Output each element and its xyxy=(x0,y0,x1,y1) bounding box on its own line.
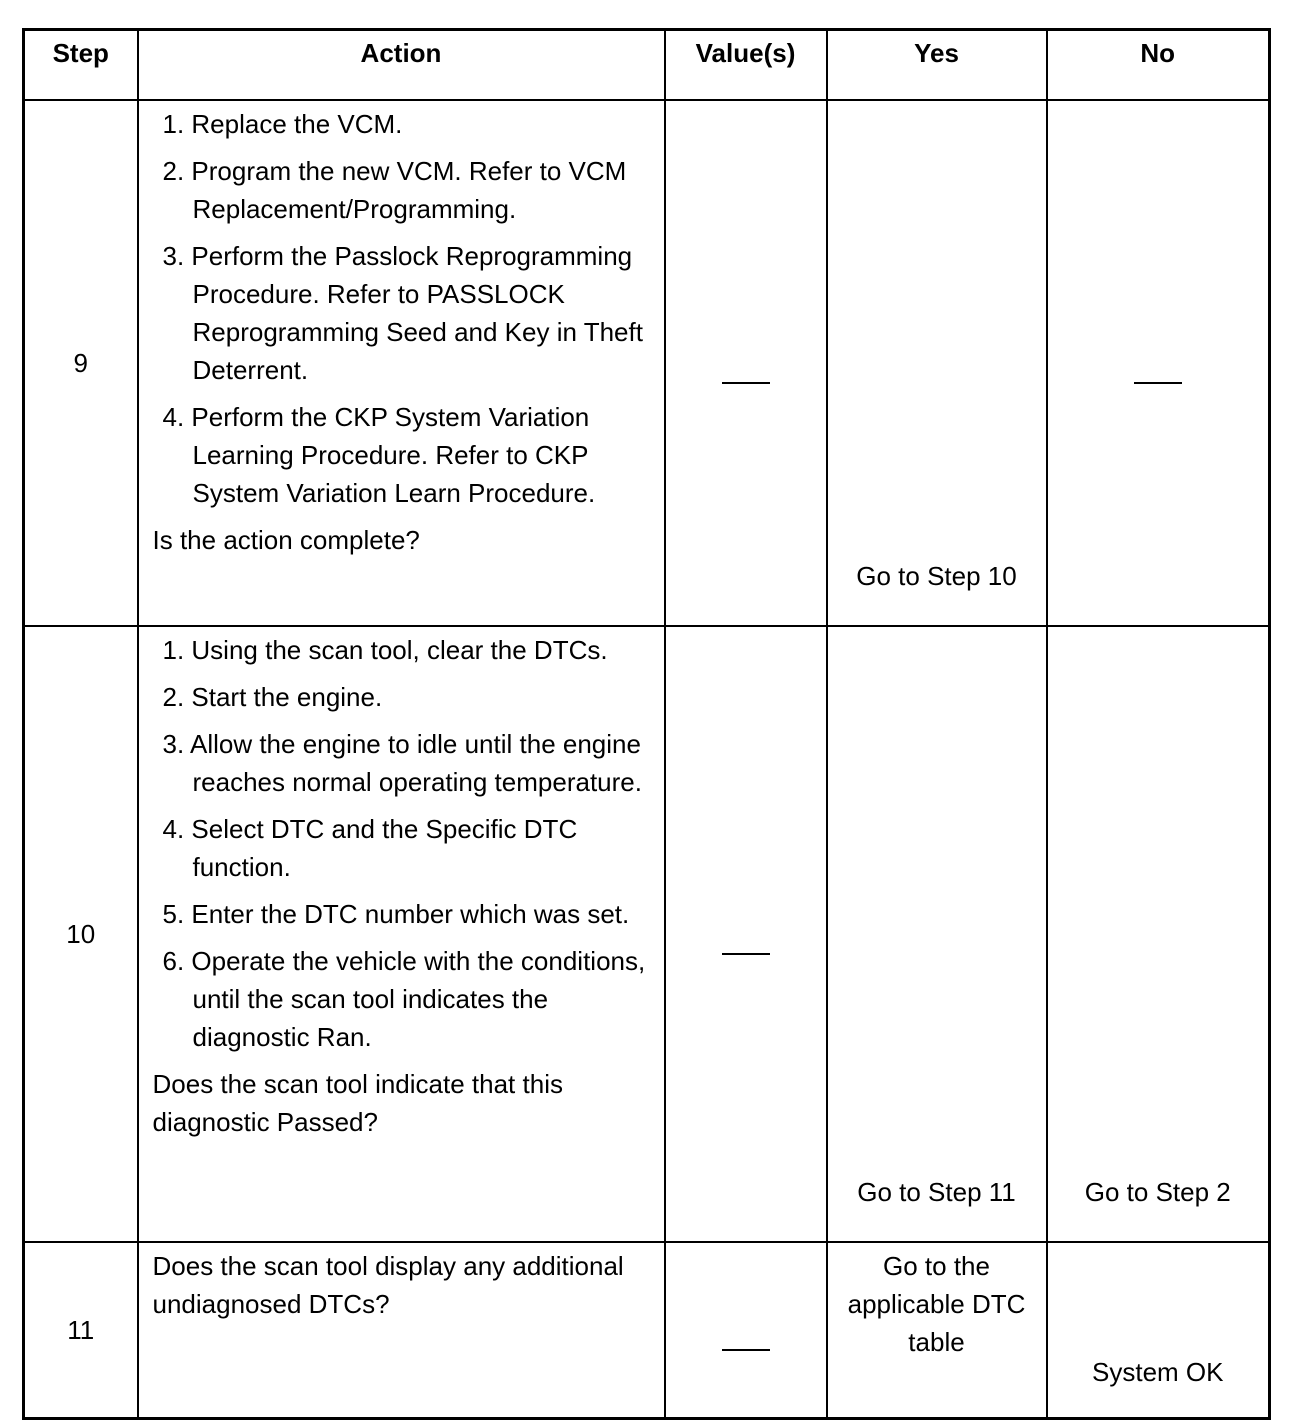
no-cell xyxy=(1047,100,1270,626)
table-row-step-9 xyxy=(24,100,1270,626)
action-question: Does the scan tool indicate that this diagnostic Passed? xyxy=(152,1068,563,1137)
value-cell xyxy=(665,1242,827,1419)
value-cell xyxy=(665,100,827,626)
diagnostic-table xyxy=(22,28,1271,1420)
action-item: 3. Perform the Passlock Reprogramming Procedure. Refer to PASSLOCK Reprogramming Seed and Key in Theft Deterrent. xyxy=(162,240,643,385)
action-cell xyxy=(138,1242,665,1419)
action-item: 4. Select DTC and the Specific DTC function. xyxy=(162,813,578,882)
no-cell: Go to Step 2 xyxy=(1047,626,1270,1242)
action-item: 1. Replace the VCM. xyxy=(162,108,403,139)
yes-cell: Go to Step 10 xyxy=(827,100,1047,626)
value-dash xyxy=(722,953,770,955)
header-step: Step xyxy=(24,30,138,100)
value-dash xyxy=(722,382,770,384)
action-item: 5. Enter the DTC number which was set. xyxy=(162,898,630,929)
value-cell xyxy=(665,626,827,1242)
action-cell xyxy=(138,626,665,1242)
step-number: 11 xyxy=(24,1242,138,1419)
table-row-step-10 xyxy=(24,626,1270,1242)
header-no: No xyxy=(1047,30,1270,100)
action-item: 2. Program the new VCM. Refer to VCM Replacement/Programming. xyxy=(162,155,627,224)
action-question: Does the scan tool display any additional undiagnosed DTCs? xyxy=(152,1250,624,1319)
header-row xyxy=(24,30,1270,100)
action-item: 2. Start the engine. xyxy=(162,681,383,712)
action-item: 4. Perform the CKP System Variation Learning Procedure. Refer to CKP System Variation Learn Procedure. xyxy=(162,401,596,508)
yes-cell: Go to Step 11 xyxy=(827,626,1047,1242)
value-dash xyxy=(722,1349,770,1351)
no-dash xyxy=(1134,382,1182,384)
step-number: 10 xyxy=(24,626,138,1242)
action-list xyxy=(153,631,654,1056)
action-item: 6. Operate the vehicle with the conditions, until the scan tool indicates the diagnostic Ran. xyxy=(162,945,646,1052)
yes-cell: Go to the applicable DTC table xyxy=(827,1242,1047,1419)
header-action: Action xyxy=(138,30,665,100)
header-values: Value(s) xyxy=(665,30,827,100)
table-row-step-11 xyxy=(24,1242,1270,1419)
action-list xyxy=(153,105,654,512)
header-yes: Yes xyxy=(827,30,1047,100)
step-number: 9 xyxy=(24,100,138,626)
action-item: 3. Allow the engine to idle until the engine reaches normal operating temperature. xyxy=(162,728,642,797)
no-cell: System OK xyxy=(1047,1242,1270,1419)
action-question: Is the action complete? xyxy=(152,524,420,555)
action-cell xyxy=(138,100,665,626)
action-item: 1. Using the scan tool, clear the DTCs. xyxy=(162,634,608,665)
